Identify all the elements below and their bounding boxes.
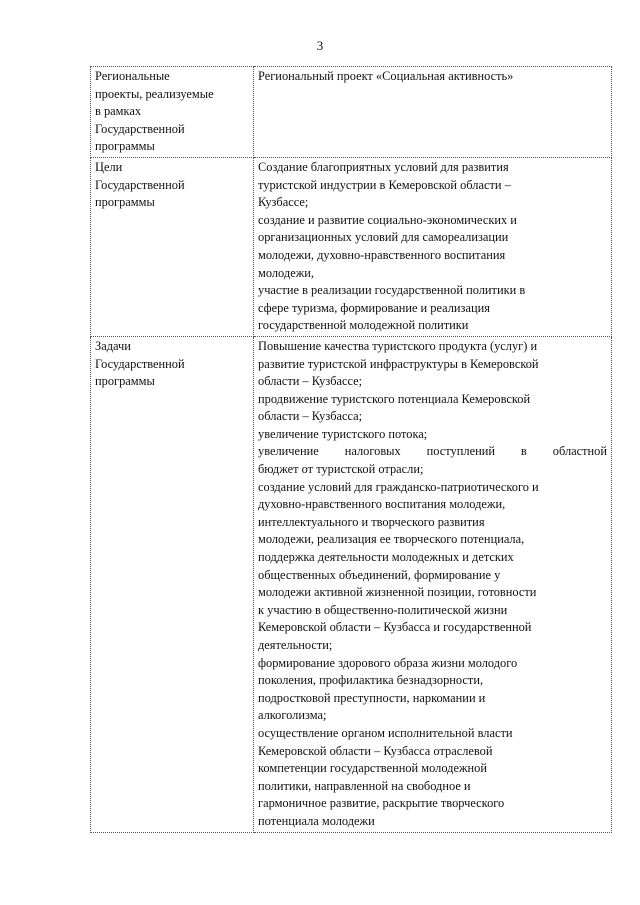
content-line: создание и развитие социально-экономических и	[258, 212, 517, 227]
content-line: создание условий для гражданско-патриотического и	[258, 479, 539, 494]
content-line: Кузбассе;	[258, 195, 309, 210]
content-line: поддержка деятельности молодежных и детских	[258, 550, 514, 565]
content-line: сфере туризма, формирование и реализация	[258, 300, 490, 315]
label-line: Задачи	[95, 338, 131, 353]
table-row	[91, 67, 612, 158]
row-content-cell	[254, 67, 612, 158]
row-label-cell	[91, 157, 254, 336]
content-line: организационных условий для самореализации	[258, 230, 509, 245]
label-line: Цели	[95, 159, 123, 174]
content-line: развитие туристской инфраструктуры в Кемеровской	[258, 356, 539, 371]
content-line: увеличение налоговых поступлений в областной	[258, 444, 607, 459]
row-content-cell	[254, 157, 612, 336]
content-line: области – Кузбассе;	[258, 374, 363, 389]
label-line: проекты, реализуемые	[95, 86, 214, 101]
table-row	[91, 336, 612, 832]
content-line: туристской индустрии в Кемеровской области –	[258, 177, 511, 192]
row-label-cell	[91, 336, 254, 832]
content-line: интеллектуального и творческого развития	[258, 514, 485, 529]
content-line: потенциала молодежи	[258, 813, 375, 828]
content-line: государственной молодежной политики	[258, 318, 469, 333]
content-line: Региональный проект «Социальная активность»	[258, 69, 514, 83]
content-line: участие в реализации государственной политики в	[258, 283, 526, 298]
label-line: программы	[95, 374, 155, 389]
page-number: 3	[316, 38, 324, 53]
content-line: духовно-нравственного воспитания молодежи,	[258, 497, 506, 512]
content-line: политики, направленной на свободное и	[258, 778, 471, 793]
content-line: осуществление органом исполнительной власти	[258, 725, 513, 740]
content-line: бюджет от туристской отрасли;	[258, 462, 424, 477]
content-line: Кемеровской области – Кузбасса отраслевой	[258, 743, 493, 758]
content-line: Кемеровской области – Кузбасса и государственной	[258, 620, 532, 635]
label-line: в рамках	[95, 104, 142, 119]
content-line: компетенции государственной молодежной	[258, 761, 487, 776]
content-line: Повышение качества туристского продукта (услуг) и	[258, 338, 538, 353]
table-body	[91, 67, 612, 833]
content-line: молодежи, реализация ее творческого потенциала,	[258, 532, 525, 547]
table-row	[91, 157, 612, 336]
content-line: увеличение туристского потока;	[258, 426, 428, 441]
content-line: гармоничное развитие, раскрытие творческого	[258, 796, 505, 811]
content-line: подростковой преступности, наркомании и	[258, 690, 486, 705]
label-line: Государственной	[95, 121, 185, 136]
content-line: алкоголизма;	[258, 708, 327, 723]
content-line: к участию в общественно-политической жизни	[258, 602, 508, 617]
label-line: Государственной	[95, 356, 185, 371]
content-line: области – Кузбасса;	[258, 409, 363, 424]
program-passport-table	[90, 66, 612, 833]
content-line: продвижение туристского потенциала Кемеровской	[258, 391, 531, 406]
content-line: деятельности;	[258, 638, 333, 652]
content-line: общественных объединений, формирование у	[258, 567, 501, 582]
content-line: молодежи активной жизненной позиции, готовности	[258, 585, 537, 600]
content-line: молодежи,	[258, 265, 314, 280]
content-line: молодежи, духовно-нравственного воспитания	[258, 247, 506, 262]
row-content-cell	[254, 336, 612, 832]
content-line: Создание благоприятных условий для развития	[258, 159, 509, 174]
label-line: Государственной	[95, 177, 185, 192]
label-line: программы	[95, 139, 155, 154]
content-line: формирование здорового образа жизни молодого	[258, 655, 518, 670]
content-line: поколения, профилактика безнадзорности,	[258, 673, 484, 688]
label-line: программы	[95, 195, 155, 210]
row-label-cell	[91, 67, 254, 158]
label-line: Региональные	[95, 69, 170, 83]
